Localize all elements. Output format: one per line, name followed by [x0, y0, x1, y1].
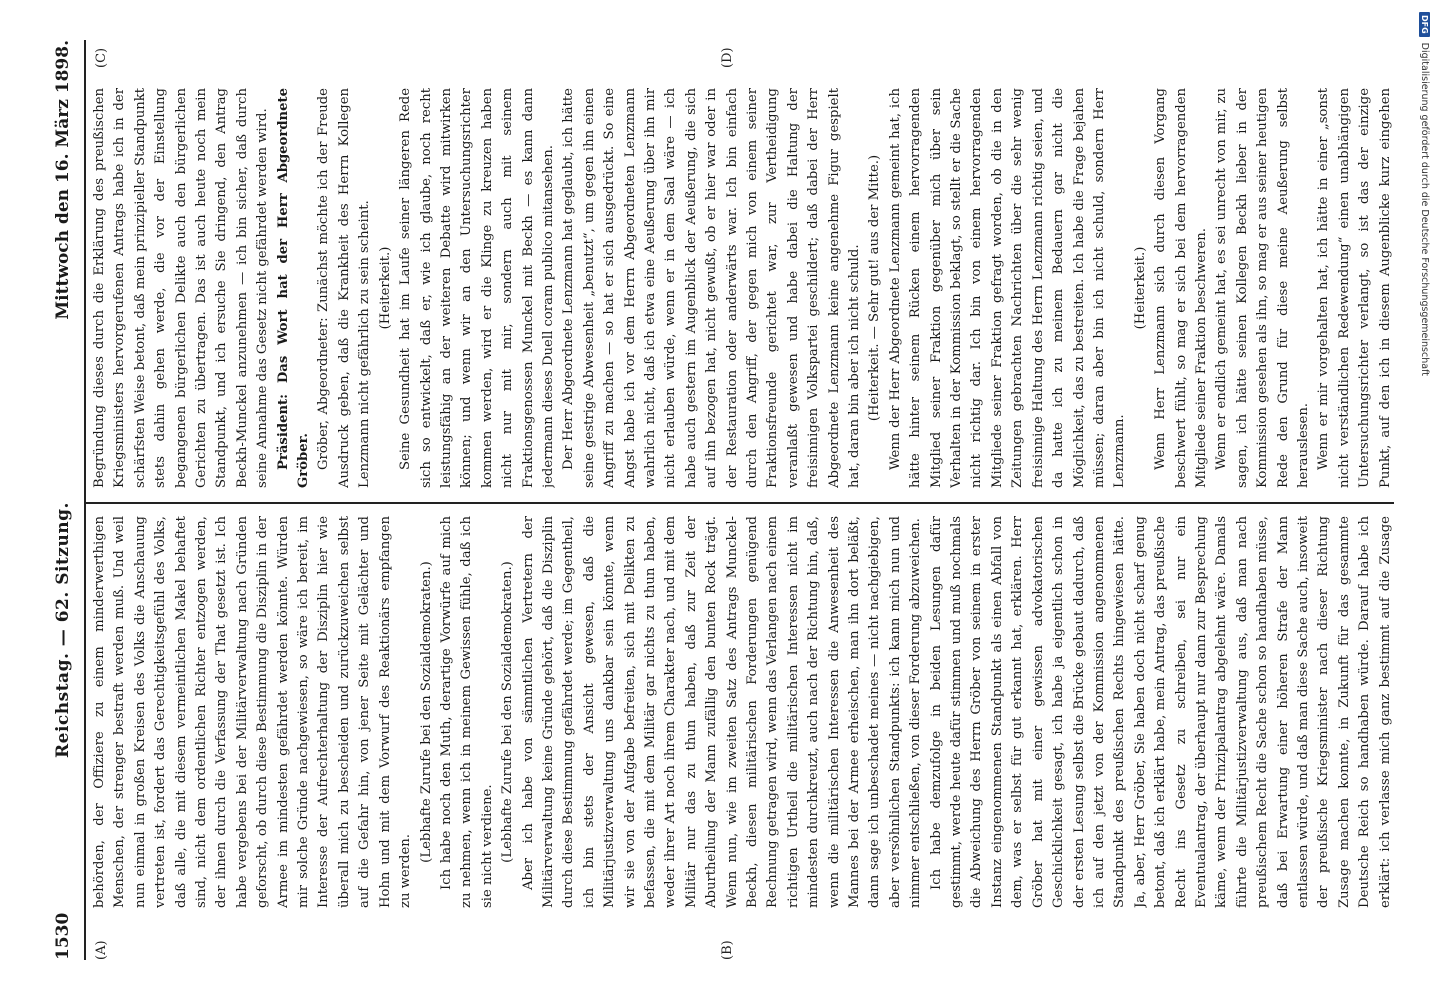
paragraph: Wenn er mir vorgehalten hat, ich hätte in einer „sonst nicht verständlichen Redewendung“ einen unabhängigen Untersuchungsrichter verlangt, so ist das der einzige Punkt, auf den ich in diesem Augenblicke kurz eingehen [1316, 88, 1393, 488]
interjection: (Heiterkeit.) [377, 246, 393, 330]
interjection: (Lebhafte Zurufe bei den Sozialdemokraten.) [418, 561, 434, 863]
column-divider [86, 502, 1394, 504]
margin-marker-b: (B) [720, 940, 735, 960]
paragraph: Wenn der Herr Abgeordnete Lenzmann gemeint hat, ich hätte hinter seinem Rücken einem hervorragenden Mitglied seiner Fraktion gegenüber mich über sein Verhalten in der Kommission beklagt, so stellt er die Sache nicht richtig dar. Ich bin von einem hervorragenden Mitgliede seiner Fraktion gefragt worden, ob die in den Zeitungen gebrachten Nachrichten über die sehr wenig freisinnige Haltung des Herrn Lenzmann richtig seien, und da hatte ich zu meinem Bedauern gar nicht die Möglichkeit, das zu bestreiten. Ich habe die Frage bejahen müssen; daran aber bin ich nicht schuld, sondern Herr Lenzmann. [887, 88, 1128, 488]
speaker-paragraph: Gröber, Abgeordneter: Zunächst möchte ich der Freude Ausdruck geben, daß die Krankheit des Herrn Kollegen Lenzmann nicht gefährlich zu sein scheint. [316, 88, 373, 488]
session-title: Reichstag. — 62. Sitzung. [53, 502, 73, 758]
header-rule [84, 40, 86, 960]
speaker-paragraph: Präsident: Das Wort hat der Herr Abgeordnete Gröber. [275, 88, 312, 488]
left-column [90, 516, 1394, 908]
paragraph: Ich habe noch den Muth, derartige Vorwürfe auf mich zu nehmen, wenn ich in meinem Gewissen fühle, daß ich sie nicht verdiene. [438, 516, 495, 908]
session-date: Mittwoch den 16. März 1898. [53, 40, 73, 320]
page-header [48, 40, 78, 960]
interjection: (Lebhafte Zurufe bei den Sozialdemokraten.) [500, 561, 516, 863]
paragraph: Wenn er endlich gemeint hat, es sei unrecht von mir, zu sagen, ich hätte seinen Kollegen Beckh lieber in der Kommission gesehen als ihn, so mag er aus seiner heutigen Rede den Grund für diese meine Aeußerung selbst herauslesen. [1214, 88, 1311, 488]
margin-marker-c: (C) [94, 47, 109, 68]
interjection: (Heiterkeit.) [1132, 246, 1148, 330]
page-number: 1530 [53, 912, 73, 960]
paragraph: Seine Gesundheit hat im Laufe seiner längeren Rede sich so entwickelt, daß er, wie ich glaube, noch recht leistungsfähig an der weiteren Debatte wird mitwirken können; und wenn wir an den Untersuchungsrichter kommen werden, wird er die Klinge zu kreuzen haben nicht nur mit mir, sondern auch mit seinem Fraktionsgenossen Munckel mit Beckh — es kann dann jedermann dieses Duell coram publico mitansehen. [398, 88, 556, 488]
paragraph: Aber ich habe von sämmtlichen Vertretern der Militärverwaltung keine Gründe gehört, daß die Disziplin durch diese Bestimmung gefährdet werde; im Gegentheil, ich bin stets der Ansicht gewesen, daß die Militärjustizverwaltung uns dankbar sein könnte, wenn wir sie von der Aufgabe befreiten, sich mit Delikten zu befassen, die mit dem Militär gar nichts zu thun haben, weder ihrer Art noch ihrem Charakter nach, und mit dem Militär nur das zu thun haben, daß zur Zeit der Aburtheilung der Mann zufällig den bunten Rock trägt. Wenn nun, wie im zweiten Satz des Antrags Munckel-Beckh, diesen militärischen Forderungen genügend Rechnung getragen wird, wenn das Verlangen nach einem richtigen Urtheil die militärischen Interessen nicht im mindesten durchkreuzt, auch nach der Richtung hin, daß, wenn die militärischen Interessen die Anwesenheit des Mannes bei der Armee erheischen, man ihn dort beläßt, dann sage ich unbeschadet meines — nicht nachgiebigen, aber versöhnlichen Standpunkts: ich kann mich nun und nimmer entschließen, von dieser Forderung abzuweichen. [520, 516, 924, 908]
digitization-text: Digitalisierung gefördert durch die Deutsche Forschungsgemeinschaft [1419, 42, 1431, 376]
right-column [90, 88, 1394, 488]
paragraph: Ich habe demzufolge in beiden Lesungen dafür gestimmt, werde heute dafür stimmen und muß nochmals die Abweichung des Herrn Gröber von seinem in erster Instanz eingenommenen Standpunkt als einen Abfall von dem, was er selbst für gut erkannt hat, erklären. Herr Gröber hat mit einer gewissen advokatorischen Geschicklichkeit gesagt, ich habe ja eigentlich schon in der ersten Lesung selbst die Brücke gebaut dadurch, daß ich auf den jetzt von der Kommission angenommenen Standpunkt des preußischen Rechts hingewiesen hätte. Ja, aber, Herr Gröber, Sie haben doch nicht scharf genug betont, daß ich erklärt habe, mein Antrag, das preußische Recht ins Gesetz zu schreiben, sei nur ein Eventualantrag, der überhaupt nur dann zur Besprechung käme, wenn der Prinzipalantrag abgelehnt wäre. Damals führte die Militärjustizverwaltung aus, daß man nach preußischem Recht die Sache schon so handhaben müsse, daß bei Erwartung einer höheren Strafe der Mann entlassen würde, und daß man diese Sache auch, insoweit der preußische Kriegsminister nach dieser Richtung Zusage machen konnte, in Zukunft für das gesammte Deutsche Reich so handhaben würde. Darauf habe ich erklärt: ich verlasse mich ganz bestimmt auf die Zusage [928, 516, 1393, 908]
margin-marker-a: (A) [94, 940, 109, 960]
paragraph: behörden, der Offiziere zu einem minderwerthigen Menschen, der strenger bestraft werden muß. Und weil nun einmal in großen Kreisen des Volks die Anschauung vertreten ist, fordert das Gerechtigkeitsgefühl des Volks, daß alle, die mit diesem vermeintlichen Makel behaftet sind, nicht dem ordentlichen Richter entzogen werden, der ihnen durch die Verfassung der That gesetzt ist. Ich habe vergebens bei der Militärverwaltung nach Gründen geforscht, ob durch diese Bestimmung die Disziplin in der Armee im mindesten gefährdet werden könnte. Würden mir solche Gründe nachgewiesen, so wäre ich bereit, im Interesse der Aufrechterhaltung der Disziplin hier wie überall mich zu bescheiden und zurückzuweichen selbst auf die Gefahr hin, von jener Seite mit Gelächter und Hohn und mit dem Vorwurf des Reaktionärs empfangen zu werden. [92, 516, 414, 908]
interjection: (Heiterkeit. — Sehr gut! aus der Mitte.) [867, 154, 883, 422]
paragraph: Wenn Herr Lenzmann sich durch diesen Vorgang beschwert fühlt, so mag er sich bei dem hervorragenden Mitgliede seiner Fraktion beschweren. [1153, 88, 1209, 488]
dfg-logo: DFG [1420, 12, 1431, 37]
paragraph: Der Herr Abgeordnete Lenzmann hat geglaubt, ich hätte seine gestrige Abwesenheit „benutzt“, um gegen ihn einen Angriff zu machen — so hat er sich ausgedrückt. So eine Angst habe ich vor dem Herrn Abgeordneten Lenzmann wahrlich nicht, daß ich etwa eine Aeußerung über ihn mir nicht erlauben würde, wenn er in dem Saal wäre — ich habe auch gestern im Augenblick der Aeußerung, die sich auf ihn bezogen hat, nicht gewußt, ob er hier war oder in der Restauration oder anderwärts war. Ich bin einfach durch den Angriff, der gegen mich von einem seiner Fraktionsfreunde gerichtet war, zur Vertheidigung veranlaßt gewesen und habe dabei die Haltung der freisinnigen Volkspartei geschildert; daß dabei der Herr Abgeordnete Lenzmann keine angenehme Figur gespielt hat, daran bin aber ich nicht schuld. [561, 88, 863, 488]
margin-marker-d: (D) [720, 47, 735, 68]
digitization-note [1418, 12, 1434, 992]
paragraph: Begründung dieses durch die Erklärung des preußischen Kriegsministers hervorgerufenen Antrags habe ich in der schärfsten Weise betont, daß mein prinzipieller Standpunkt stets dahin gehen werde, die vor der Einstellung begangenen bürgerlichen Delikte auch den bürgerlichen Gerichten zu übertragen. Das ist auch heute noch mein Standpunkt, und ich ersuche Sie dringend, den Antrag Beckh-Munckel anzunehmen — ich bin sicher, daß durch seine Annahme das Gesetz nicht gefährdet werden wird. [92, 88, 271, 488]
